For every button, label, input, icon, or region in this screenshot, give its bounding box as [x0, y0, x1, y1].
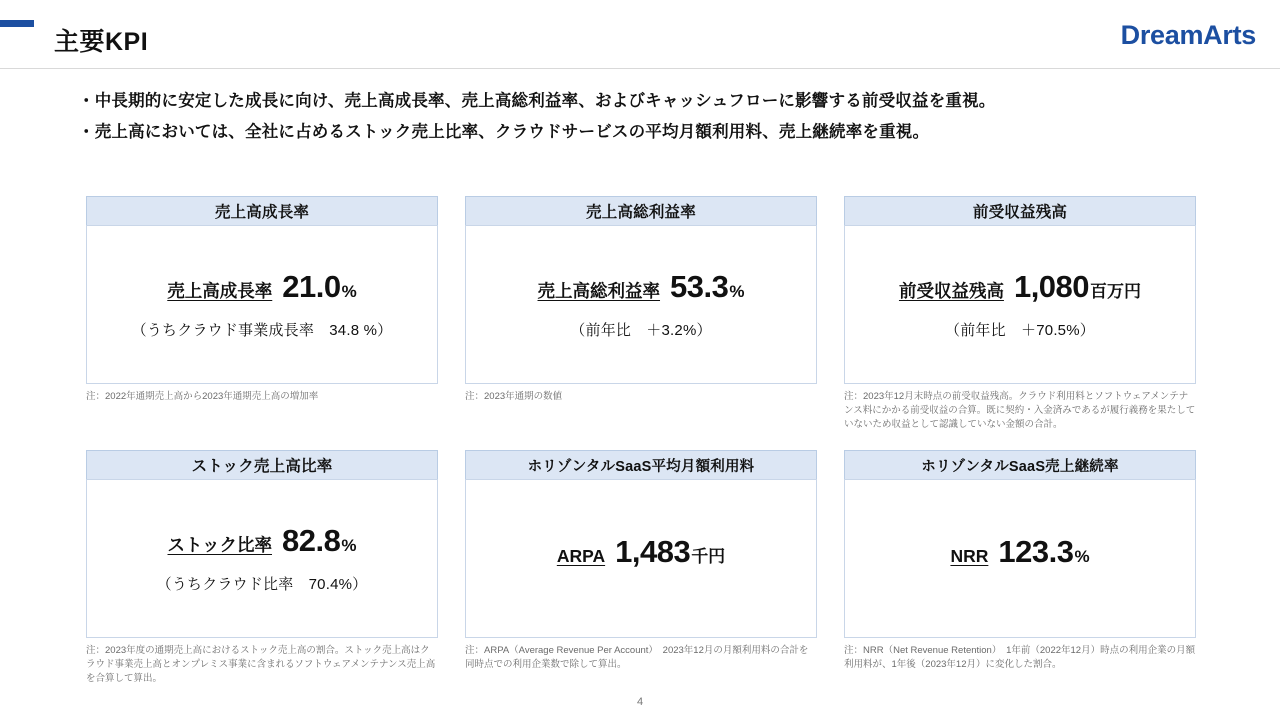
kpi-card-deferred-revenue — [844, 196, 1196, 431]
kpi-metric-unit: 千円 — [691, 546, 726, 566]
kpi-metric-unit: % — [341, 536, 357, 555]
header-divider — [0, 68, 1280, 69]
kpi-card-heading: ホリゾンタルSaaS売上継続率 — [844, 450, 1196, 479]
page-number: 4 — [636, 696, 644, 708]
kpi-metric-unit: % — [729, 282, 745, 301]
kpi-card-body — [86, 225, 438, 384]
kpi-card-body — [844, 225, 1196, 384]
kpi-metric-line — [167, 269, 356, 305]
kpi-metric-unit: % — [1074, 546, 1090, 566]
kpi-card-revenue-growth — [86, 196, 438, 404]
kpi-metric-label: 前受収益残高 — [898, 281, 1004, 301]
kpi-card-heading: 売上高総利益率 — [465, 196, 817, 225]
kpi-metric-label: ARPA — [556, 545, 606, 566]
kpi-card-heading: 前受収益残高 — [844, 196, 1196, 225]
kpi-metric-sub: （うちクラウド比率 70.4%） — [156, 576, 368, 593]
kpi-card-note: 注：2023年12月末時点の前受収益残高。クラウド利用料とソフトウェアメンテナンス料にかかる前受収益の合算。既に契約・入金済みであるが履行義務を果たしていないため収益として認識していない金額の合計。 — [844, 391, 1196, 430]
kpi-metric-sub: （前年比 ＋3.2%） — [570, 322, 712, 339]
kpi-card-note: 注：NRR（Net Revenue Retention） 1年前（2022年12月）時点の利用企業の月額利用料が、1年後（2023年12月）に変化した割合。 — [844, 645, 1196, 670]
kpi-metric-sub: （前年比 ＋70.5%） — [945, 322, 1095, 339]
kpi-metric-line — [899, 269, 1141, 305]
kpi-metric-value: 21.0 — [282, 269, 341, 304]
kpi-card-body — [465, 479, 817, 638]
kpi-metric-line — [538, 269, 745, 305]
kpi-row-1 — [86, 196, 1196, 450]
kpi-metric-sub: （うちクラウド事業成長率 34.8 %） — [131, 322, 393, 339]
kpi-card-heading: ホリゾンタルSaaS平均月額利用料 — [465, 450, 817, 479]
kpi-card-note: 注：2023年通期の数値 — [465, 391, 563, 402]
kpi-card-body — [86, 479, 438, 638]
kpi-card-stock-ratio — [86, 450, 438, 685]
kpi-grid — [86, 196, 1196, 704]
kpi-metric-unit: % — [341, 282, 357, 301]
bullet-list — [78, 86, 1228, 147]
kpi-metric-label: ストック比率 — [167, 535, 272, 555]
kpi-metric-label: 売上高成長率 — [167, 281, 273, 301]
kpi-metric-line — [168, 523, 357, 559]
kpi-card-body — [844, 479, 1196, 638]
kpi-metric-unit: 百万円 — [1090, 282, 1142, 301]
kpi-metric-value: 82.8 — [282, 523, 341, 558]
kpi-card-note: 注：2022年通期売上高から2023年通期売上高の増加率 — [86, 391, 319, 402]
kpi-card-body — [465, 225, 817, 384]
kpi-card-note: 注：ARPA（Average Revenue Per Account） 2023年12月の月額利用料の合計を同時点での利用企業数で除して算出。 — [465, 645, 809, 670]
kpi-card-heading: 売上高成長率 — [86, 196, 438, 225]
kpi-card-gross-margin — [465, 196, 817, 404]
kpi-metric-value: 53.3 — [670, 269, 729, 304]
kpi-metric-label: NRR — [950, 545, 989, 566]
kpi-card-nrr — [844, 450, 1196, 672]
kpi-card-heading: ストック売上高比率 — [86, 450, 438, 479]
title-accent-bar — [0, 20, 34, 27]
kpi-card-arpa — [465, 450, 817, 672]
bullet-item: ・中長期的に安定した成長に向け、売上高成長率、売上高総利益率、およびキャッシュフローに影響する前受収益を重視。 — [78, 92, 996, 110]
company-logo: DreamArts — [1120, 20, 1256, 50]
slide-header — [0, 0, 1280, 68]
kpi-metric-line — [950, 534, 1089, 570]
page-title: 主要KPI — [54, 28, 149, 56]
bullet-item: ・売上高においては、全社に占めるストック売上比率、クラウドサービスの平均月額利用料、売上継続率を重視。 — [78, 122, 930, 141]
kpi-metric-line — [557, 534, 725, 570]
kpi-row-2 — [86, 450, 1196, 704]
kpi-metric-value: 1,483 — [615, 533, 691, 569]
kpi-card-note: 注：2023年度の通期売上高におけるストック売上高の割合。ストック売上高はクラウド事業売上高とオンプレミス事業に含まれるソフトウェアメンテナンス売上高を合算して算出。 — [86, 645, 436, 684]
kpi-metric-value: 1,080 — [1013, 269, 1090, 304]
kpi-metric-label: 売上高総利益率 — [537, 281, 661, 301]
kpi-metric-value: 123.3 — [998, 533, 1074, 569]
